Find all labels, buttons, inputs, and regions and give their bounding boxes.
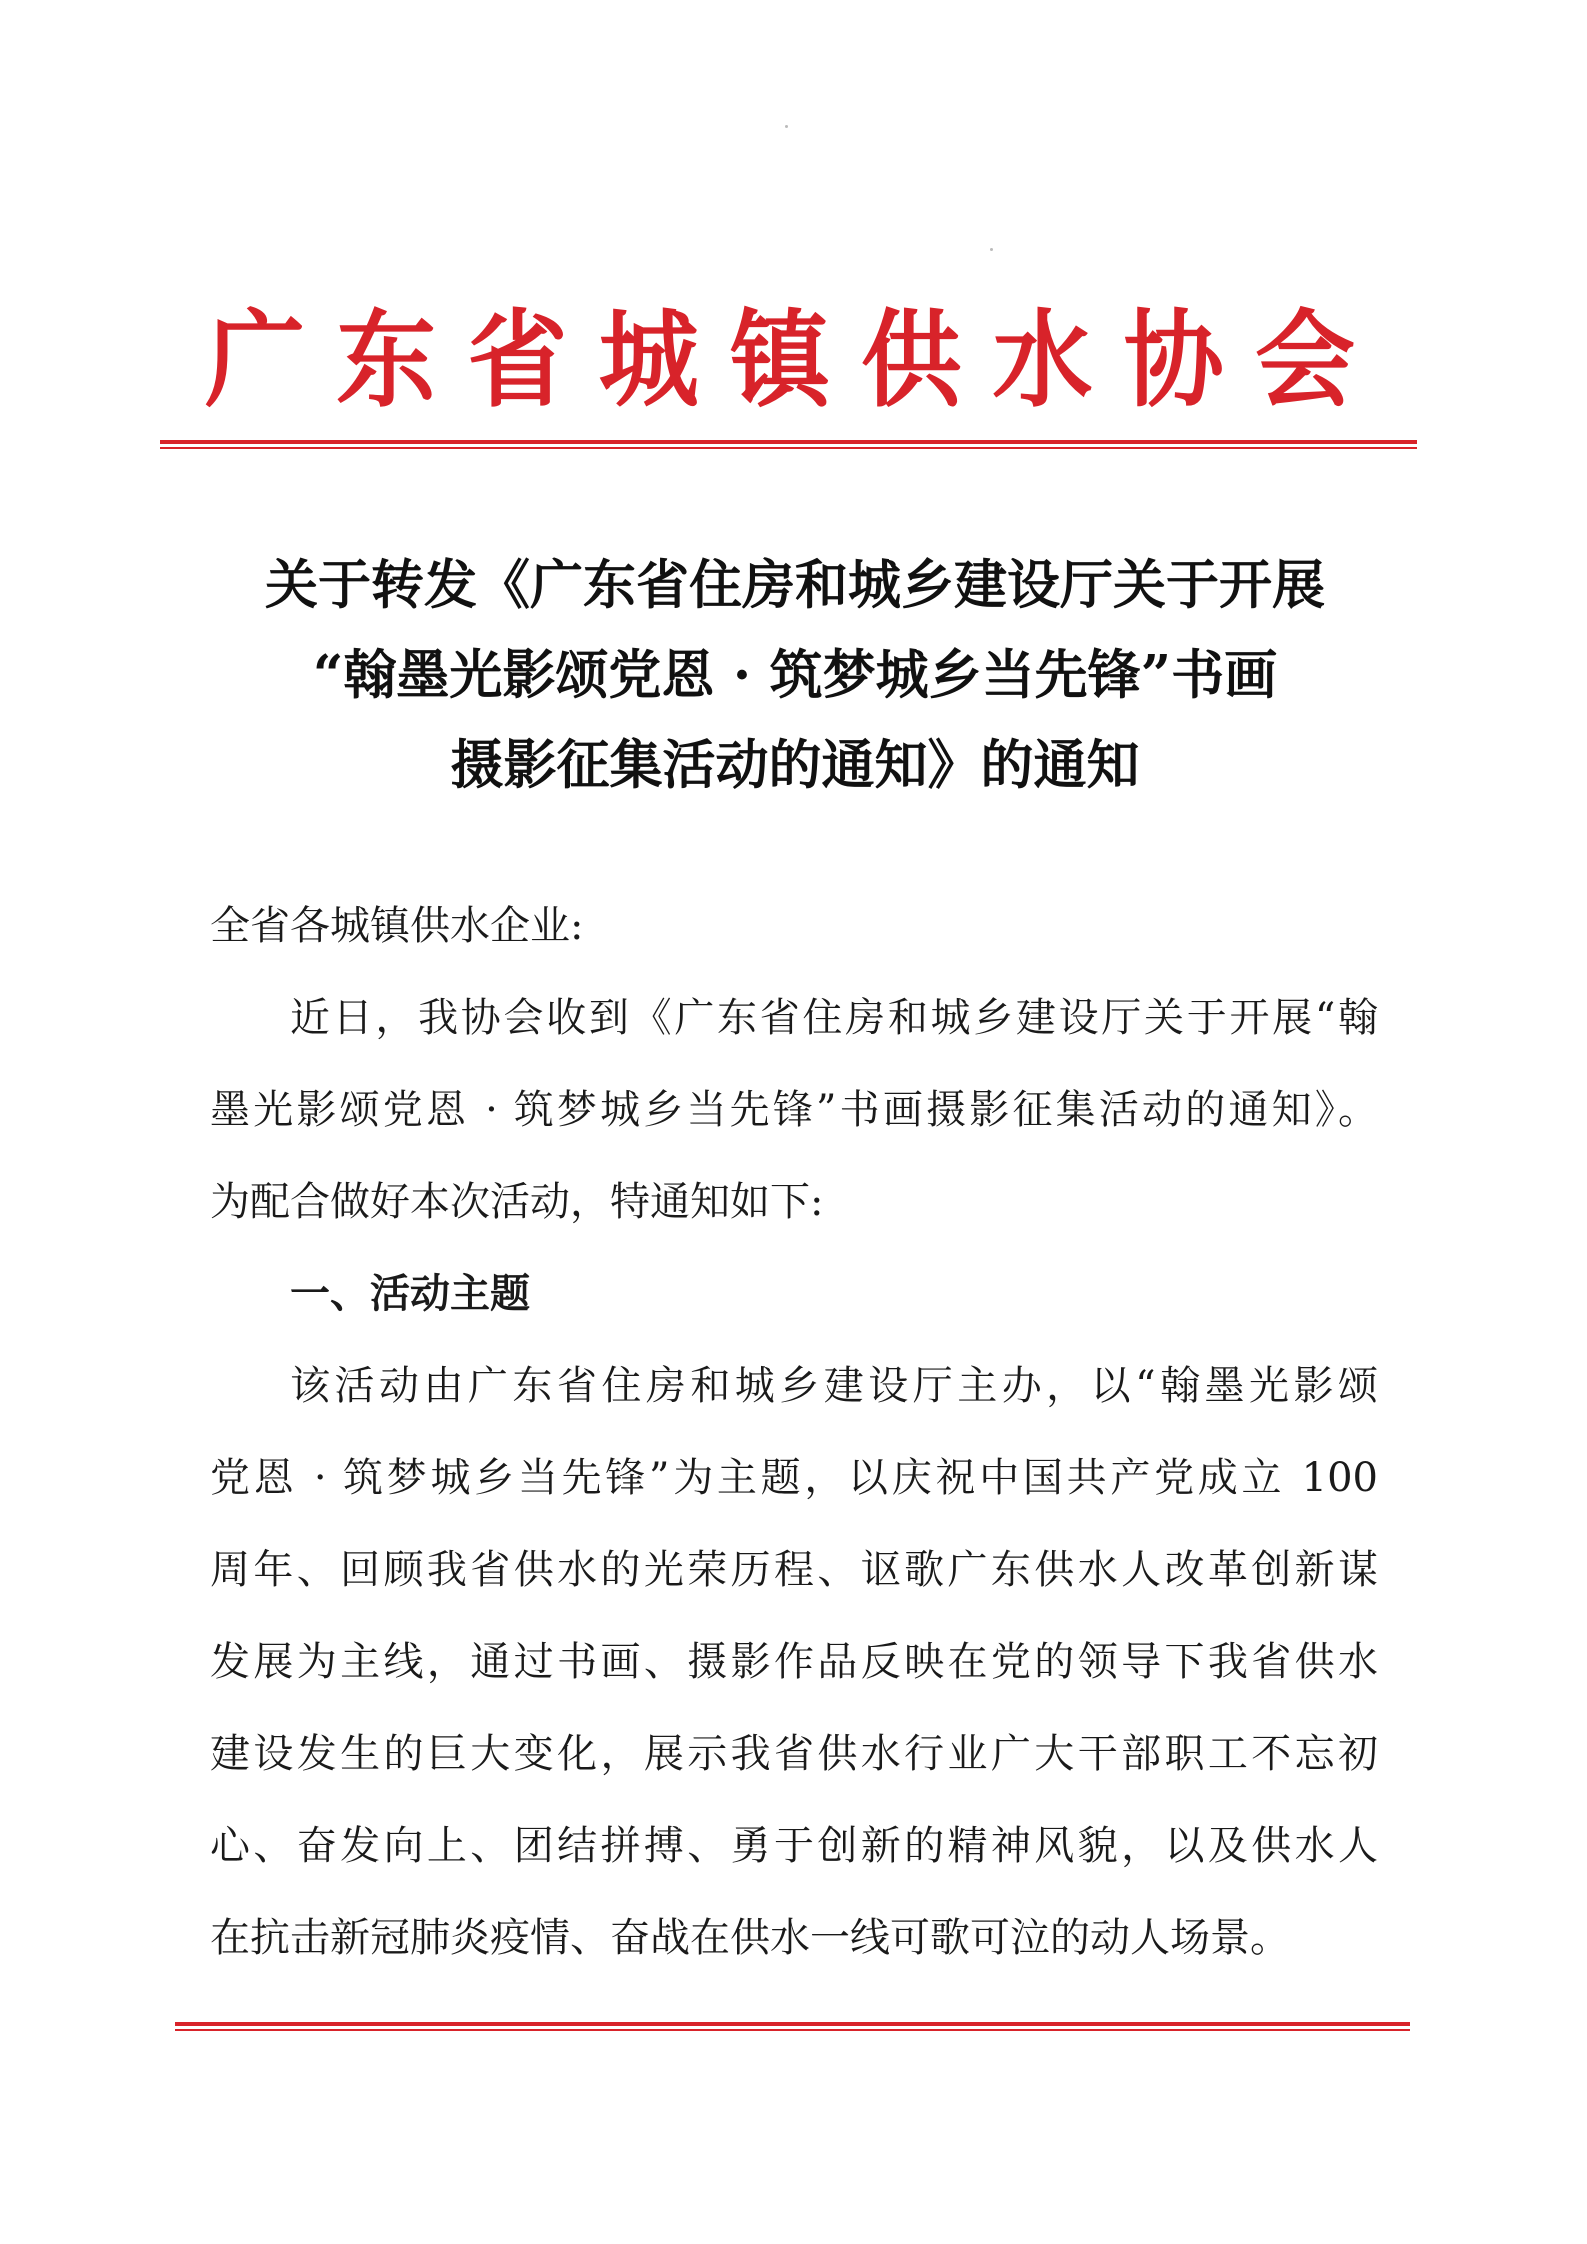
org-name-char: 东 xyxy=(336,298,437,422)
divider-thin-line xyxy=(160,447,1417,449)
document-title xyxy=(195,540,1395,810)
paragraph-line: 发展为主线，通过书画、摄影作品反映在党的领导下我省供水 xyxy=(210,1639,1378,1685)
section-heading: 一、活动主题 xyxy=(290,1271,530,1317)
org-name-char: 协 xyxy=(1123,298,1224,422)
paragraph-line: 为配合做好本次活动，特通知如下: xyxy=(210,1179,824,1225)
divider-thick-line xyxy=(175,2022,1410,2026)
paragraph-line: 近日，我协会收到《广东省住房和城乡建设厅关于开展“翰 xyxy=(290,995,1378,1041)
title-line: “翰墨光影颂党恩 · 筑梦城乡当先锋”书画 xyxy=(312,644,1278,706)
org-name-char: 镇 xyxy=(730,298,830,422)
title-line: 关于转发《广东省住房和城乡建设厅关于开展 xyxy=(265,554,1325,616)
divider-thin-line xyxy=(175,2029,1410,2031)
org-name-char: 省 xyxy=(467,298,568,422)
org-name-char: 水 xyxy=(992,298,1093,422)
divider-thick-line xyxy=(160,440,1417,444)
org-name-char: 广 xyxy=(205,298,305,422)
document-body xyxy=(210,880,1378,1984)
paragraph-line: 建设发生的巨大变化，展示我省供水行业广大干部职工不忘初 xyxy=(210,1731,1378,1777)
paragraph-line: 心、奋发向上、团结拼搏、勇于创新的精神风貌，以及供水人 xyxy=(210,1823,1378,1869)
scan-speck xyxy=(785,125,788,128)
paragraph-line: 在抗击新冠肺炎疫情、奋战在供水一线可歌可泣的动人场景。 xyxy=(210,1915,1290,1961)
header-divider xyxy=(160,440,1417,449)
paragraph-line: 墨光影颂党恩 · 筑梦城乡当先锋”书画摄影征集活动的通知》。 xyxy=(210,1087,1378,1133)
scan-speck xyxy=(990,248,993,251)
paragraph-line: 该活动由广东省住房和城乡建设厅主办，以“翰墨光影颂 xyxy=(290,1363,1378,1409)
paragraph-line: 周年、回顾我省供水的光荣历程、讴歌广东供水人改革创新谋 xyxy=(210,1547,1378,1593)
org-name-char: 会 xyxy=(1255,298,1355,422)
footer-divider xyxy=(175,2022,1410,2031)
salutation: 全省各城镇供水企业: xyxy=(210,903,584,949)
org-name-char: 城 xyxy=(598,298,699,422)
organization-header xyxy=(205,290,1355,430)
org-name-char: 供 xyxy=(861,298,962,422)
paragraph-line: 党恩 · 筑梦城乡当先锋”为主题，以庆祝中国共产党成立 100 xyxy=(210,1455,1378,1501)
title-line: 摄影征集活动的通知》的通知 xyxy=(450,734,1140,796)
